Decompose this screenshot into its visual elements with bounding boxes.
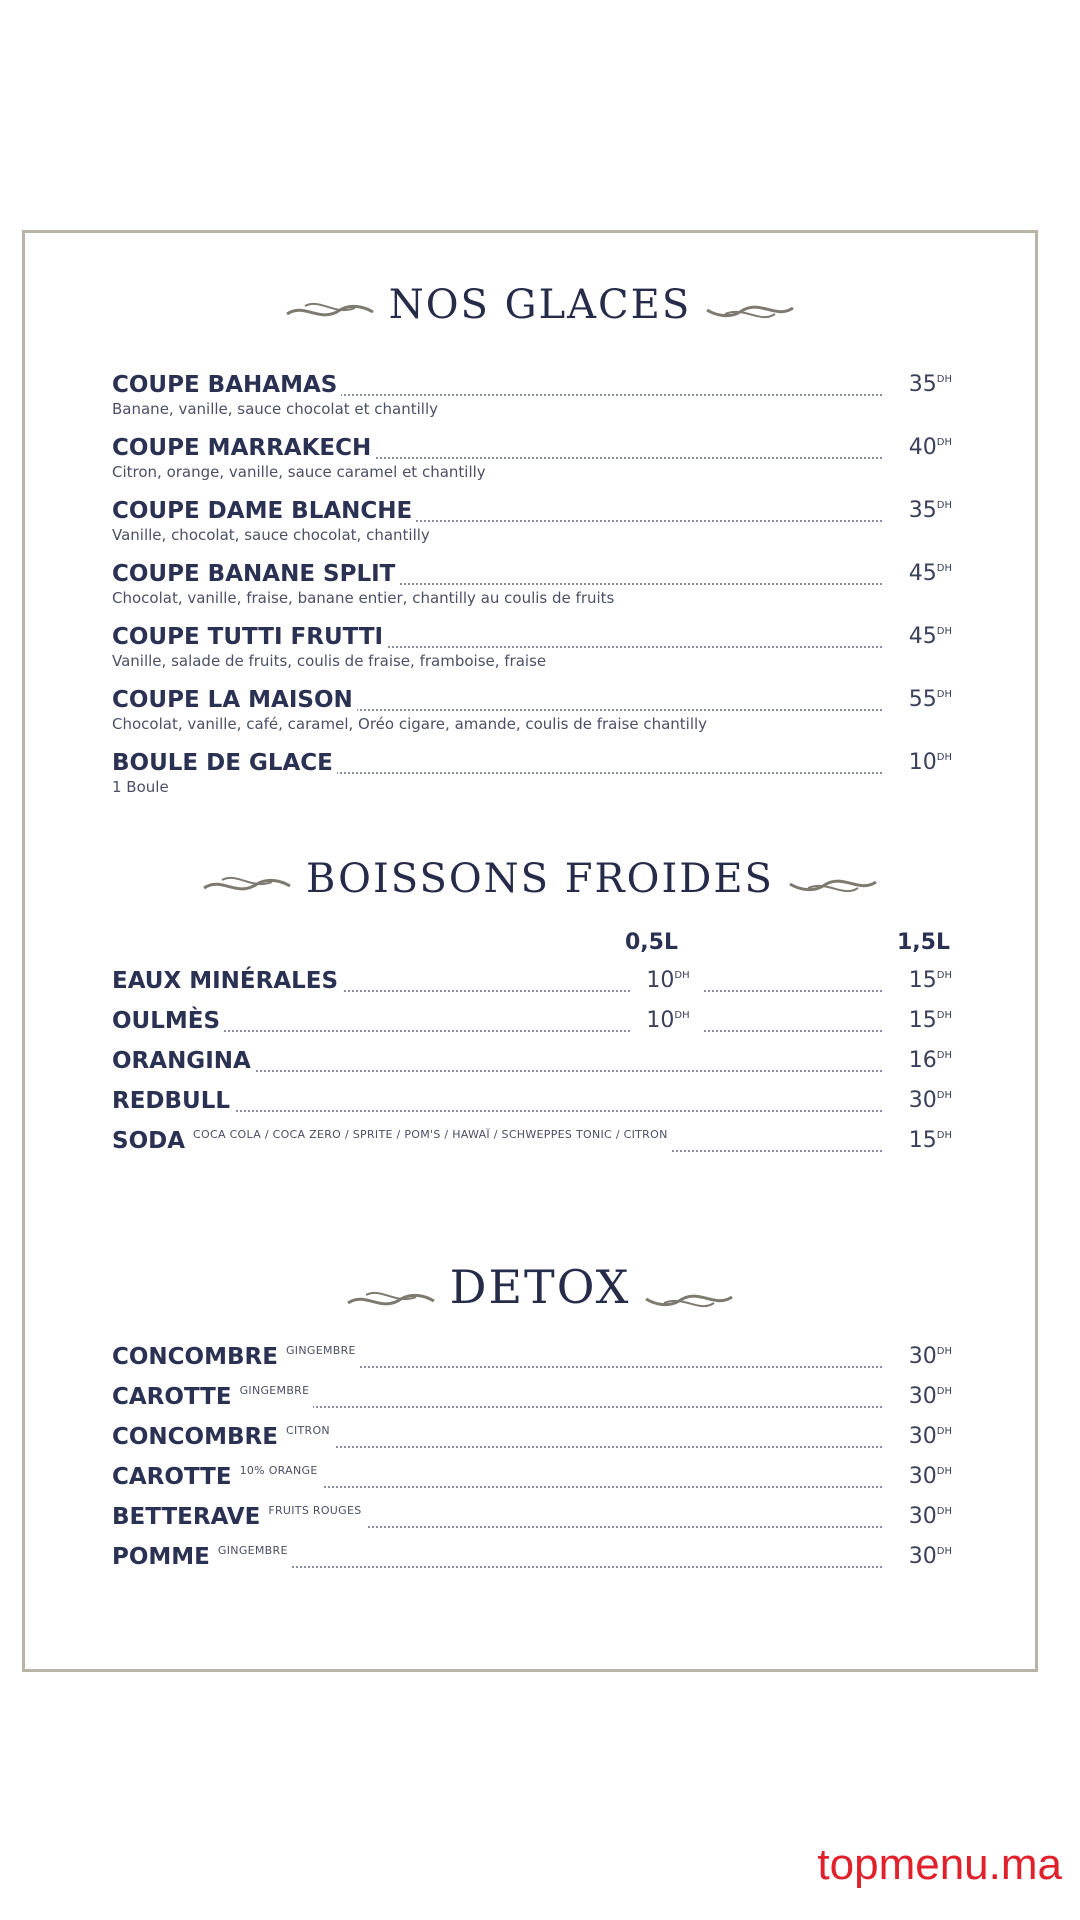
left-flourish-icon [202,864,292,894]
item-name: REDBULL [112,1088,234,1114]
section-title-text: NOS GLACES [388,282,692,328]
item-price: $16^{DH}$ [886,1048,952,1073]
watermark: topmenu.ma [817,1840,1062,1889]
item-price: $30^{DH}$ [886,1384,952,1409]
section-title-text: BOISSONS FROIDES [306,856,774,902]
menu-item [112,687,952,733]
item-name: CAROTTE $^{GINGEMBRE}$ [112,1384,313,1410]
item-description: Citron, orange, vanille, sauce caramel et chantilly [112,463,486,481]
item-description: Vanille, salade de fruits, coulis de fraise, framboise, fraise [112,652,547,670]
item-tag: CITRON [285,1424,330,1437]
menu-item [112,1464,952,1504]
item-name: BOULE DE GLACE [112,750,337,776]
item-tag: GINGEMBRE [217,1544,288,1557]
item-name: COUPE LA MAISON [112,687,357,713]
item-price: $15^{DH}$ [886,1008,952,1033]
item-tag: COCA COLA / COCA ZERO / SPRITE / POM'S / HAWAÏ / SCHWEPPES TONIC / CITRON [193,1128,668,1141]
item-price: $30^{DH}$ [886,1504,952,1529]
left-flourish-icon [285,290,375,320]
column-header-large: 1,5L [897,930,950,955]
item-tag: 10% ORANGE [239,1464,318,1477]
item-tag: FRUITS ROUGES [268,1504,362,1517]
menu-item [112,750,952,796]
menu-item [112,1544,952,1584]
item-name: CONCOMBRE $^{GINGEMBRE}$ [112,1344,360,1370]
item-price: $40^{DH}$ [886,435,952,460]
item-price: $15^{DH}$ [886,968,952,993]
item-price: $30^{DH}$ [886,1464,952,1489]
right-flourish-icon [788,864,878,894]
item-tag: GINGEMBRE [285,1344,356,1357]
item-price: $55^{DH}$ [886,687,952,712]
item-name: COUPE DAME BLANCHE [112,498,416,524]
item-price: $35^{DH}$ [886,372,952,397]
item-price: $30^{DH}$ [886,1088,952,1113]
item-name: COUPE BANANE SPLIT [112,561,399,587]
item-name: BETTERAVE $^{FRUITS ROUGES}$ [112,1504,366,1530]
item-price: $45^{DH}$ [886,624,952,649]
item-price: $30^{DH}$ [886,1424,952,1449]
item-price: $15^{DH}$ [886,1128,952,1153]
menu-item [112,435,952,481]
menu-item [112,1504,952,1544]
item-price: $30^{DH}$ [886,1544,952,1569]
menu-item [112,1008,952,1048]
item-name: ORANGINA [112,1048,255,1074]
menu-item [112,1344,952,1384]
item-name: COUPE BAHAMAS [112,372,341,398]
section-title-detox [0,1260,1080,1314]
section-title-glaces [0,282,1080,328]
menu-item [112,372,952,418]
left-flourish-icon [346,1272,436,1302]
item-name: POMME $^{GINGEMBRE}$ [112,1544,292,1570]
item-name: COUPE MARRAKECH [112,435,375,461]
item-price-small: $10^{DH}$ [632,1008,704,1033]
item-name: COUPE TUTTI FRUTTI [112,624,387,650]
section-title-boissons [0,856,1080,902]
menu-item [112,1128,952,1168]
item-description: Chocolat, vanille, fraise, banane entier, chantilly au coulis de fruits [112,589,615,607]
item-description: Chocolat, vanille, café, caramel, Oréo cigare, amande, coulis de fraise chantilly [112,715,708,733]
menu-item [112,968,952,1008]
menu-item [112,1048,952,1088]
item-name: OULMÈS [112,1008,224,1034]
menu-item [112,1088,952,1128]
menu-item [112,624,952,670]
item-price: $10^{DH}$ [886,750,952,775]
menu-item [112,498,952,544]
item-name: EAUX MINÉRALES [112,968,342,994]
item-price: $30^{DH}$ [886,1344,952,1369]
menu-item [112,561,952,607]
item-description: Banane, vanille, sauce chocolat et chantilly [112,400,439,418]
item-description: Vanille, chocolat, sauce chocolat, chantilly [112,526,430,544]
right-flourish-icon [644,1272,734,1302]
item-price: $45^{DH}$ [886,561,952,586]
item-name: CONCOMBRE $^{CITRON}$ [112,1424,334,1450]
leader-dots [112,1030,882,1032]
menu-item [112,1424,952,1464]
item-price: $35^{DH}$ [886,498,952,523]
menu-item [112,1384,952,1424]
item-price-small: $10^{DH}$ [632,968,704,993]
right-flourish-icon [705,290,795,320]
item-name: CAROTTE $^{10\% ORANGE}$ [112,1464,322,1490]
item-tag: GINGEMBRE [239,1384,310,1397]
column-header-small: 0,5L [625,930,678,955]
item-description: 1 Boule [112,778,169,796]
item-name: SODA $^{COCA COLA / COCA ZERO / SPRITE / POM'S / HAWAÏ / SCHWEPPES TONIC / CITRON}$ [112,1128,672,1154]
section-title-text: DETOX [449,1260,631,1314]
